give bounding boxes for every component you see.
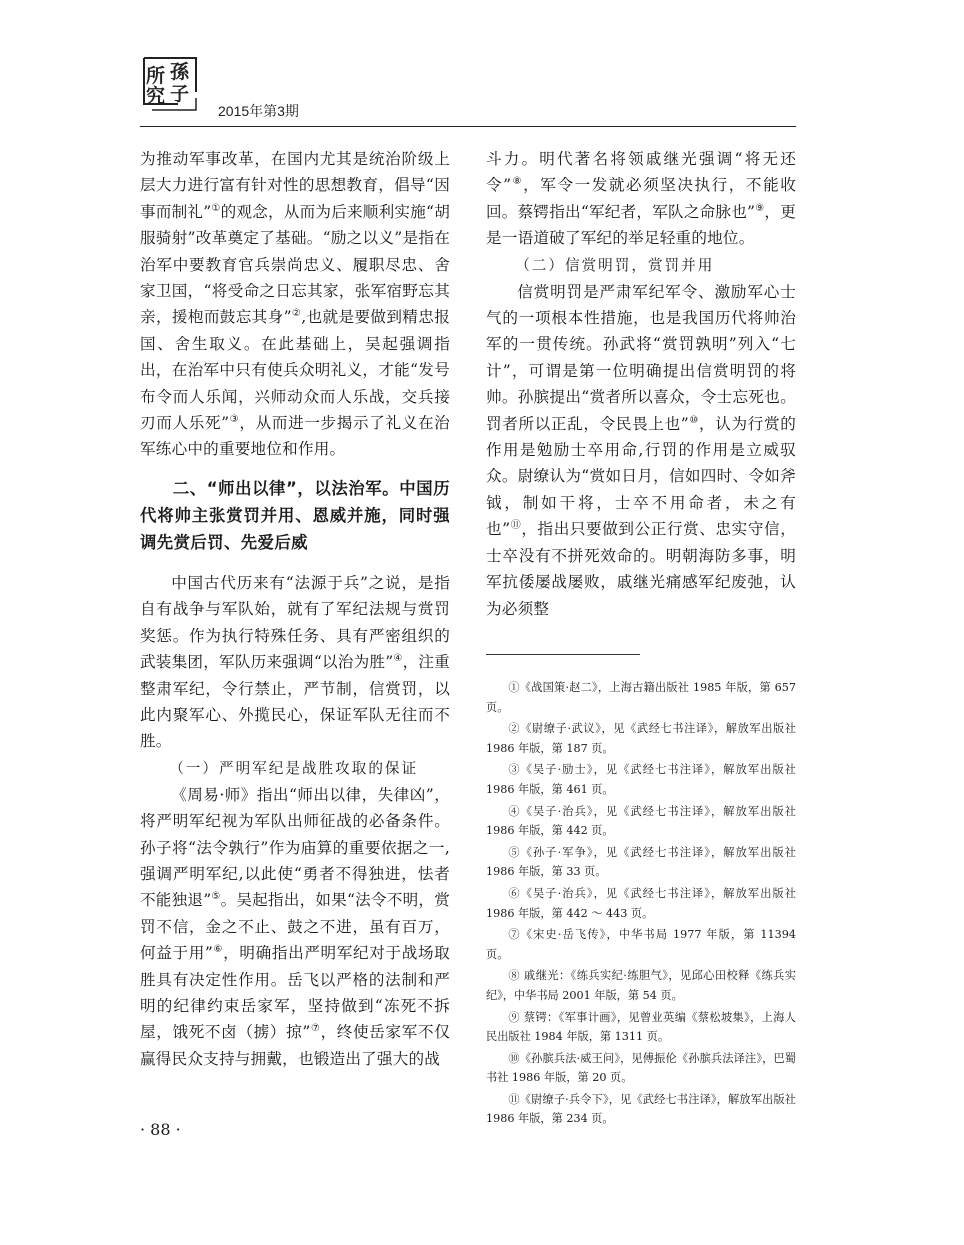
paragraph: 为推动军事改革，在国内尤其是统治阶级上层大力进行富有针对性的思想教育，倡导“因事而制礼”①的观念，从而为后来顺利实施“胡服骑射”改革奠定了基础。“励之以义”是指在治军中要教育官兵崇尚忠义、履职尽忠、舍家卫国，“将受命之日忘其家，张军宿野忘其亲，援枹而鼓忘其身”②,也就是要做到精忠报国、舍生取义。在此基础上，吴起强调指出，在治军中只有使兵众明礼义，才能“发号布令而人乐闻，兴师动众而人乐战，交兵接刃而人乐死”③，从而进一步揭示了礼义在治军练心中的重要地位和作用。 [140,150,450,459]
footnote-ref[interactable]: ⑧ [511,176,524,188]
footnote-ref[interactable]: ⑥ [213,943,224,955]
paragraph: 《周易·师》指出“师出以律，失律凶”，将严明军纪视为军队出师征战的必备条件。孙子将“法令孰行”作为庙算的重要依据之一,强调严明军纪,以此使“勇者不得独进，怯者不能独退”⑤。吴起指出，如果“法令不明，赏罚不信，金之不止、鼓之不进，虽有百万，何益于用”⑥，明确指出严明军纪对于战场取胜具有决定性作用。岳飞以严格的法制和严明的纪律约束岳家军，坚持做到“冻死不拆屋，饿死不卤（掳）掠”⑦，终使岳家军不仅赢得民众支持与拥戴，也锻造出了强大的战 [140,785,450,1068]
left-column [140,146,450,1072]
logo-char-3: 究 [146,85,166,107]
section-heading: 二、“师出以律”，以法治军。中国历代将帅主张赏罚并用、恩威并施，同时强调先赏后罚、先爱后威 [140,478,450,552]
logo-char-1: 所 [146,65,166,87]
journal-logo [138,52,202,116]
footnote: ⑩《孙膑兵法·威王问》，见傅振伦《孙膑兵法译注》，巴蜀书社 1986 年版，第 20 页。 [486,1051,796,1085]
footnote: ⑧ 戚继光：《练兵实纪·练胆气》，见邱心田校释《练兵实纪》，中华书局 2001 年版，第 54 页。 [486,969,796,1002]
subsection-heading: （二）信赏明罚，赏罚并用 [515,256,715,274]
footnote-ref[interactable]: ⑨ [755,202,765,214]
footnote: ⑪《尉缭子·兵令下》，见《武经七书注译》，解放军出版社 1986 年版，第 234 页。 [486,1092,796,1126]
footnote-ref[interactable]: ⑤ [211,891,221,903]
footnote: ⑤《孙子·军争》，见《武经七书注译》，解放军出版社 1986 年版，第 33 页。 [486,845,796,879]
logo-char-2: 孫 [170,61,190,83]
subsection-heading: （一）严明军纪是战胜攻取的保证 [169,759,419,777]
footnote-ref[interactable]: ① [211,202,221,214]
footnote: ①《战国策·赵二》，上海古籍出版社 1985 年版，第 657 页。 [486,681,796,714]
paragraph: 中国古代历来有“法源于兵”之说，是指自有战争与军队始，就有了军纪法规与赏罚奖惩。作为执行特殊任务、具有严密组织的武装集团，军队历来强调“以治为胜”④，注重整肃军纪，令行禁止，严节制，信赏罚，以此内聚军心、外揽民心，保证军队无往而不胜。 [140,573,450,751]
footnote-ref[interactable]: ⑪ [510,520,522,532]
paragraph: 斗力。明代著名将领戚继光强调“将无还令”⑧，军令一发就必须坚决执行，不能收回。蔡锷指出“军纪者，军队之命脉也”⑨，更是一语道破了军纪的举足轻重的地位。 [486,150,797,248]
footnote: ④《吴子·治兵》，见《武经七书注译》，解放军出版社 1986 年版，第 442 页。 [486,804,796,838]
footnote: ③《吴子·励士》，见《武经七书注译》，解放军出版社 1986 年版，第 461 页。 [486,763,796,796]
footnote-ref[interactable]: ② [291,308,302,320]
paragraph: 信赏明罚是严肃军纪军令、激励军心士气的一项根本性措施，也是我国历代将帅治军的一贯传统。孙武将“赏罚孰明”列入“七计”，可谓是第一位明确提出信赏明罚的将帅。孙膑提出“赏者所以喜众，令士忘死也。罚者所以正乱，令民畏上也”⑩，认为行赏的作用是勉励士卒用命,行罚的作用是立威驭众。尉缭认为“赏如日月，信如四时、令如斧钺，制如干将，士卒不用命者，未之有也”⑪，指出只要做到公正行赏、忠实守信，士卒没有不拼死效命的。明朝海防多事，明军抗倭屡战屡败，戚继光痛感军纪废弛，认为必须整 [486,282,797,618]
footnote-ref[interactable]: ③ [229,413,240,425]
footnote: ⑨ 蔡锷：《军事计画》，见曾业英编《蔡松坡集》，上海人民出版社 1984 年版，第 1311 页。 [486,1010,796,1044]
header-rule [140,126,796,127]
footnote-ref[interactable]: ⑩ [688,414,700,426]
footnotes [486,678,796,1131]
footnote: ②《尉缭子·武议》，见《武经七书注译》，解放军出版社 1986 年版，第 187 页。 [486,722,796,755]
footnote: ⑥《吴子·治兵》，见《武经七书注译》，解放军出版社 1986 年版，第 442 ～ 443 页。 [486,886,796,920]
footnote-ref[interactable]: ⑦ [310,1023,321,1035]
footnote-ref[interactable]: ④ [393,652,403,664]
page-number: · 88 · [140,1120,181,1139]
footnote: ⑦《宋史·岳飞传》，中华书局 1977 年版，第 11394 页。 [486,928,796,961]
issue-label: 2015年第3期 [218,103,299,119]
right-column [486,146,796,622]
footnote-rule [486,654,640,655]
logo-char-4: 子 [170,83,190,105]
